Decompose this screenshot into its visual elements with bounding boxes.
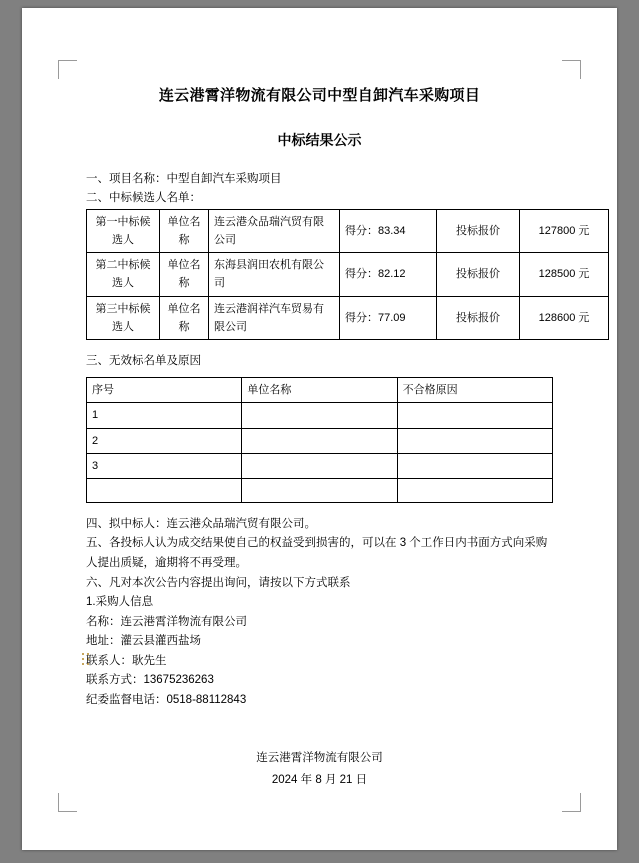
- candidate-price: 128500 元: [520, 253, 609, 296]
- candidate-score: 得分：83.34: [340, 209, 437, 252]
- candidate-rank: 第二中标候选人: [87, 253, 160, 296]
- column-header-no: 序号: [87, 378, 242, 403]
- table-row: [87, 453, 553, 478]
- candidate-rank: 第三中标候选人: [87, 296, 160, 339]
- cell-reason: [397, 453, 552, 478]
- table-row: [87, 428, 553, 453]
- table-header-row: [87, 378, 553, 403]
- section-project-name: 一、项目名称：中型自卸汽车采购项目: [86, 172, 282, 185]
- cell-no: 1: [87, 403, 242, 428]
- crop-mark-bottom-right: [562, 793, 581, 812]
- candidate-unit-label: 单位名称: [160, 209, 209, 252]
- purchaser-phone: 联系方式：13675236263: [86, 674, 214, 687]
- cell-unit: [242, 428, 397, 453]
- table-row: [87, 253, 609, 296]
- signature-organization: 连云港霄洋物流有限公司: [256, 752, 383, 765]
- candidate-unit-name: 连云港众品瑞汽贸有限公司: [209, 209, 340, 252]
- crop-mark-bottom-left: [58, 793, 77, 812]
- section-inquiry: 六、凡对本次公告内容提出询问，请按以下方式联系: [86, 576, 351, 589]
- table-row: [87, 296, 609, 339]
- signature-date: 2024 年 8 月 21 日: [271, 774, 368, 787]
- candidate-unit-label: 单位名称: [160, 296, 209, 339]
- cell-unit: [242, 453, 397, 478]
- document-subtitle: 中标结果公示: [277, 131, 362, 148]
- purchaser-address: 地址：灌云县灌西盐场: [86, 635, 201, 648]
- signature-block: [86, 748, 553, 792]
- document-content: [86, 72, 590, 792]
- candidate-score: 得分：82.12: [340, 253, 437, 296]
- candidate-unit-name: 连云港润祥汽车贸易有限公司: [209, 296, 340, 339]
- candidate-price-label: 投标报价: [437, 209, 520, 252]
- candidate-unit-name: 东海县润田农机有限公司: [209, 253, 340, 296]
- section-objection: 五、各投标人认为成交结果使自己的权益受到损害的，可以在 3 个工作日内书面方式向采购人提出质疑，逾期将不再受理。: [86, 537, 548, 569]
- candidate-price-label: 投标报价: [437, 296, 520, 339]
- cell-unit: [242, 403, 397, 428]
- crop-mark-top-right: [562, 60, 581, 79]
- invalid-bids-table: [86, 377, 553, 503]
- candidate-price: 127800 元: [520, 209, 609, 252]
- table-row: [87, 403, 553, 428]
- purchaser-name: 名称：连云港霄洋物流有限公司: [86, 615, 247, 628]
- cell-reason: [397, 403, 552, 428]
- section-invalid-heading: 三、无效标名单及原因: [86, 354, 201, 367]
- column-header-reason: 不合格原因: [397, 378, 552, 403]
- cell-reason: [397, 478, 552, 502]
- purchaser-contact: 联系人：耿先生: [86, 654, 167, 667]
- cell-no: 3: [87, 453, 242, 478]
- table-row: [87, 478, 553, 502]
- document-title: 连云港霄洋物流有限公司中型自卸汽车采购项目: [158, 87, 481, 104]
- cell-unit: [242, 478, 397, 502]
- purchaser-info-heading: 1.采购人信息: [86, 596, 154, 609]
- candidates-table: [86, 209, 609, 340]
- cell-reason: [397, 428, 552, 453]
- candidate-price-label: 投标报价: [437, 253, 520, 296]
- section-winner: 四、拟中标人：连云港众品瑞汽贸有限公司。: [86, 517, 316, 530]
- candidate-unit-label: 单位名称: [160, 253, 209, 296]
- cell-no: [87, 478, 242, 502]
- column-header-unit: 单位名称: [242, 378, 397, 403]
- table-row: [87, 209, 609, 252]
- crop-mark-top-left: [58, 60, 77, 79]
- cell-no: 2: [87, 428, 242, 453]
- section-candidates-heading: 二、中标候选人名单：: [86, 192, 201, 205]
- candidate-score: 得分：77.09: [340, 296, 437, 339]
- document-page: [22, 8, 617, 850]
- candidate-price: 128600 元: [520, 296, 609, 339]
- candidate-rank: 第一中标候选人: [87, 209, 160, 252]
- supervision-phone: 纪委监督电话：0518-88112843: [86, 693, 247, 706]
